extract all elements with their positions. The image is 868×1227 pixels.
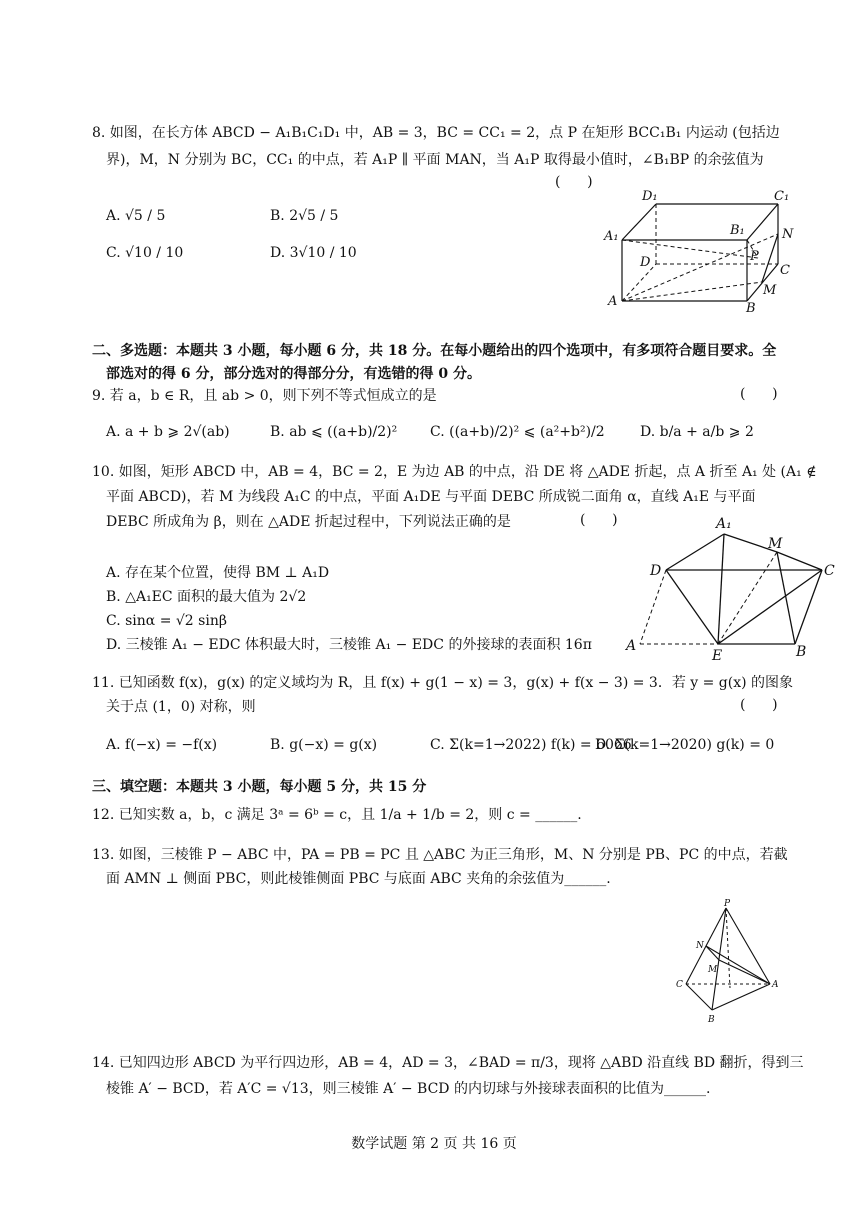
- q12-text: 12. 已知实数 a，b，c 满足 3ᵃ = 6ᵇ = c，且 1/a + 1/b = 2，则 c = ______.: [92, 807, 582, 823]
- q13-label-n: N: [696, 941, 704, 951]
- section3-heading: 三、填空题：本题共 3 小题，每小题 5 分，共 15 分: [92, 779, 427, 795]
- q10-label-m: M: [768, 536, 783, 552]
- q8-label-c: C: [780, 263, 790, 278]
- q8-option-d: D. 3√10 / 10: [270, 245, 357, 261]
- q11-option-b: B. g(−x) = g(x): [270, 737, 378, 753]
- q10-label-e: E: [712, 648, 723, 664]
- q14-line1: 14. 已知四边形 ABCD 为平行四边形，AB = 4，AD = 3，∠BAD = π/3，现将 △ABD 沿直线 BD 翻折，得到三: [92, 1055, 804, 1071]
- q8-label-b1: B₁: [730, 223, 745, 238]
- q9-option-c: C. ((a+b)/2)² ⩽ (a²+b²)/2: [430, 424, 605, 440]
- q13-line2: 面 AMN ⊥ 侧面 PBC，则此棱锥侧面 PBC 与底面 ABC 夹角的余弦值为______.: [106, 871, 611, 887]
- q8-cuboid-figure: [600, 188, 800, 316]
- q11-line2: 关于点 (1，0) 对称，则: [106, 699, 256, 715]
- section2-heading-line2: 部选对的得 6 分，部分选对的得部分分，有选错的得 0 分。: [106, 366, 481, 382]
- q11-line1: 11. 已知函数 f(x)，g(x) 的定义域均为 R，且 f(x) + g(1 − x) = 3，g(x) + f(x − 3) = 3．若 y = g(x) 的图象: [92, 675, 794, 691]
- q9-answer-paren: ( ): [740, 386, 778, 402]
- q10-option-a: A. 存在某个位置，使得 BM ⊥ A₁D: [106, 565, 330, 581]
- q8-label-b: B: [746, 301, 756, 316]
- q11-answer-paren: ( ): [740, 697, 778, 713]
- q11-option-d: D. Σ(k=1→2020) g(k) = 0: [595, 737, 775, 753]
- q13-label-a: A: [772, 980, 779, 990]
- q8-answer-paren: ( ): [555, 174, 593, 190]
- q8-line2: 界)，M，N 分别为 BC，CC₁ 的中点，若 A₁P ∥ 平面 MAN，当 A₁P 取得最小值时，∠B₁BP 的余弦值为: [106, 152, 764, 168]
- q10-option-b: B. △A₁EC 面积的最大值为 2√2: [106, 589, 307, 605]
- q8-label-p: P: [750, 249, 759, 264]
- q9-option-b: B. ab ⩽ ((a+b)/2)²: [270, 424, 398, 440]
- q10-label-a1: A₁: [716, 516, 732, 532]
- q8-line1: 8. 如图，在长方体 ABCD − A₁B₁C₁D₁ 中，AB = 3，BC = CC₁ = 2，点 P 在矩形 BCC₁B₁ 内运动 (包括边: [92, 125, 780, 141]
- page-footer: 数学试题 第 2 页 共 16 页: [351, 1136, 517, 1152]
- q8-option-c: C. √10 / 10: [106, 245, 184, 261]
- q10-line3: DEBC 所成角为 β，则在 △ADE 折起过程中，下列说法正确的是: [106, 514, 511, 530]
- q8-label-m: M: [763, 283, 777, 298]
- q13-label-c: C: [676, 980, 683, 990]
- q10-fold-figure: [620, 512, 845, 664]
- q14-line2: 棱锥 A′ − BCD，若 A′C = √13，则三棱锥 A′ − BCD 的内切球与外接球表面积的比值为______.: [106, 1081, 711, 1097]
- q13-label-b: B: [708, 1015, 715, 1025]
- q9-stem: 9. 若 a，b ∈ R，且 ab > 0，则下列不等式恒成立的是: [92, 388, 437, 404]
- q8-label-d1: D₁: [642, 189, 658, 204]
- q9-option-a: A. a + b ⩾ 2√(ab): [106, 424, 230, 440]
- q10-label-d: D: [650, 563, 662, 579]
- q13-line1: 13. 如图，三棱锥 P − ABC 中，PA = PB = PC 且 △ABC 为正三角形，M、N 分别是 PB、PC 的中点，若截: [92, 847, 788, 863]
- q11-option-a: A. f(−x) = −f(x): [106, 737, 218, 753]
- q8-label-c1: C₁: [774, 189, 790, 204]
- q9-option-d: D. b/a + a/b ⩾ 2: [640, 424, 754, 440]
- q10-answer-paren: ( ): [580, 512, 618, 528]
- q10-label-b: B: [796, 644, 807, 660]
- q11-option-c: C. Σ(k=1→2022) f(k) = 6066: [430, 737, 632, 753]
- q8-label-a: A: [608, 294, 618, 309]
- q8-label-a1: A₁: [604, 229, 619, 244]
- q8-label-n: N: [782, 227, 794, 242]
- q13-pyramid-figure: [670, 898, 790, 1028]
- section2-heading-line1: 二、多选题：本题共 3 小题，每小题 6 分，共 18 分。在每小题给出的四个选项中，有多项符合题目要求。全: [92, 343, 777, 359]
- q10-label-c: C: [824, 563, 835, 579]
- q8-label-d: D: [640, 255, 651, 270]
- q13-label-m: M: [708, 965, 718, 975]
- q8-option-b: B. 2√5 / 5: [270, 208, 339, 224]
- q10-label-a: A: [626, 638, 637, 654]
- q13-label-p: P: [724, 899, 731, 909]
- q10-line2: 平面 ABCD)，若 M 为线段 A₁C 的中点，平面 A₁DE 与平面 DEBC 所成锐二面角 α，直线 A₁E 与平面: [106, 489, 756, 505]
- q10-option-d: D. 三棱锥 A₁ − EDC 体积最大时，三棱锥 A₁ − EDC 的外接球的表面积 16π: [106, 637, 592, 653]
- q8-option-a: A. √5 / 5: [106, 208, 166, 224]
- q10-line1: 10. 如图，矩形 ABCD 中，AB = 4，BC = 2，E 为边 AB 的中点，沿 DE 将 △ADE 折起，点 A 折至 A₁ 处 (A₁ ∉: [92, 464, 817, 480]
- q10-option-c: C. sinα = √2 sinβ: [106, 613, 227, 629]
